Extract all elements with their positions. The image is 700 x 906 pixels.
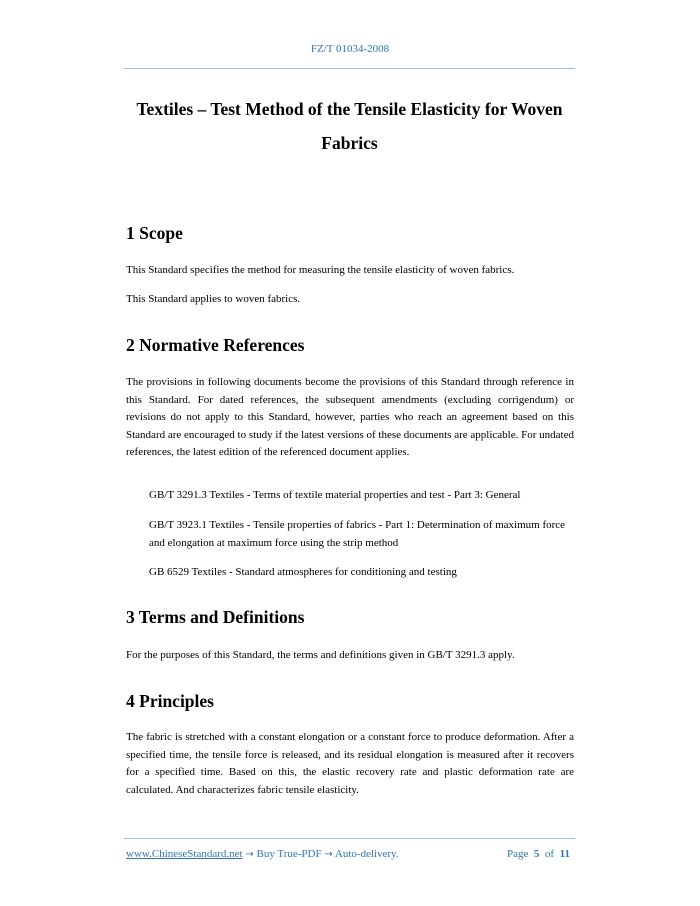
scope-paragraph-2: This Standard applies to woven fabrics. xyxy=(126,293,301,305)
scope-paragraph-1: This Standard specifies the method for measuring the tensile elasticity of woven fabrics. xyxy=(126,264,515,276)
title-line-1: Textiles – Test Method of the Tensile Elasticity for Woven xyxy=(136,99,563,119)
header-divider xyxy=(124,68,575,69)
page-current: 5 xyxy=(533,848,540,860)
document-title xyxy=(124,92,575,160)
terms-paragraph: For the purposes of this Standard, the terms and definitions given in GB/T 3291.3 apply. xyxy=(126,649,515,661)
section-heading-principles: 4 Principles xyxy=(126,691,214,711)
title-line-2: Fabrics xyxy=(321,133,378,153)
principles-paragraph: The fabric is stretched with a constant elongation or a constant force to produce deformation. After a specified time, the tensile force is released, and its residual elongation is measured after it recovers for a specified time. Based on this, the elastic recovery rate and plastic deformation rate are calculated. And characterizes fabric tensile elasticity. xyxy=(126,731,574,796)
normative-intro-paragraph: The provisions in following documents become the provisions of this Standard through reference in this Standard. For dated references, the subsequent amendments (excluding corrigendum) or revisions do not apply to this Standard, however, parties who reach an agreement based on this Standard are encouraged to study if the latest versions of these documents are applicable. For undated references, the latest edition of the referenced document applies. xyxy=(126,376,574,458)
auto-delivery-text: Auto-delivery. xyxy=(334,848,399,860)
page-footer xyxy=(126,848,574,864)
page-indicator xyxy=(507,848,570,860)
normative-reference-item: GB/T 3291.3 Textiles - Terms of textile material properties and test - Part 3: General xyxy=(149,489,521,501)
site-link[interactable]: www.ChineseStandard.net xyxy=(126,848,243,860)
footer-divider xyxy=(124,838,575,839)
page-label: Page xyxy=(507,848,529,860)
page-total: 11 xyxy=(559,848,570,860)
normative-reference-item: GB/T 3923.1 Textiles - Tensile properties of fabrics - Part 1: Determination of maximum force and elongation at maximum force using the strip method xyxy=(149,519,566,549)
buy-true-pdf-text: Buy True-PDF xyxy=(256,848,322,860)
section-heading-terms-and-definitions: 3 Terms and Definitions xyxy=(126,607,305,627)
header-standard-code: FZ/T 01034-2008 xyxy=(310,43,390,55)
footer-links xyxy=(126,848,399,860)
normative-reference-item: GB 6529 Textiles - Standard atmospheres for conditioning and testing xyxy=(149,566,457,578)
section-heading-scope: 1 Scope xyxy=(126,223,183,243)
section-heading-normative-references: 2 Normative References xyxy=(126,335,305,355)
arrow-right-icon: → xyxy=(245,849,254,860)
of-label: of xyxy=(544,848,555,860)
arrow-right-icon: → xyxy=(324,849,333,860)
